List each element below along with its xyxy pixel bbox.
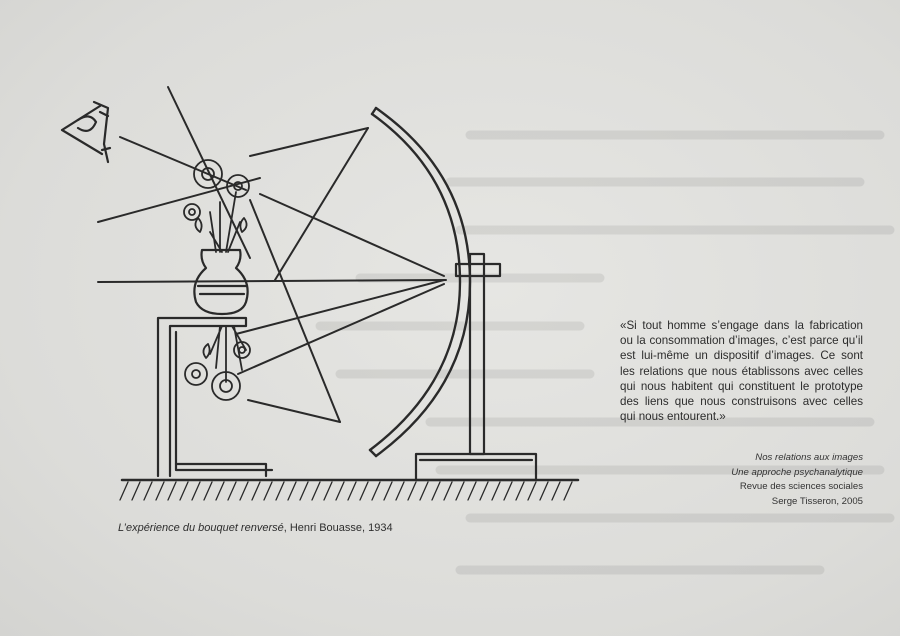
quote-paragraph: «Si tout homme s’engage dans la fabrication ou la consommation d’images, c’est parce qu’il est lui-même un dispositif d’images. Ce sont les relations que nous établissons avec celles qui nous habitent qui constituent le prototype des liens que nous construisons avec celles qui nous entourent.» [620,319,863,424]
ground-hatching [120,482,572,500]
source-book-title: Nos relations aux images [755,452,863,463]
caption-title: L’expérience du bouquet renversé [118,522,284,534]
bouquet-experiment-illustration [50,82,590,512]
source-author-year: Serge Tisseron, 2005 [771,495,863,507]
upright-bouquet [184,160,249,252]
caption-author: , Henri Bouasse, 1934 [283,522,393,534]
source-book-subtitle: Une approche psychanalytique [731,466,863,478]
quote-source [620,451,863,509]
eye-icon [62,102,110,162]
figure-caption [118,522,393,534]
concave-mirror [370,108,470,456]
source-publisher: Revue des sciences sociales [739,481,863,492]
light-rays [98,87,446,422]
inverted-bouquet [185,326,250,400]
